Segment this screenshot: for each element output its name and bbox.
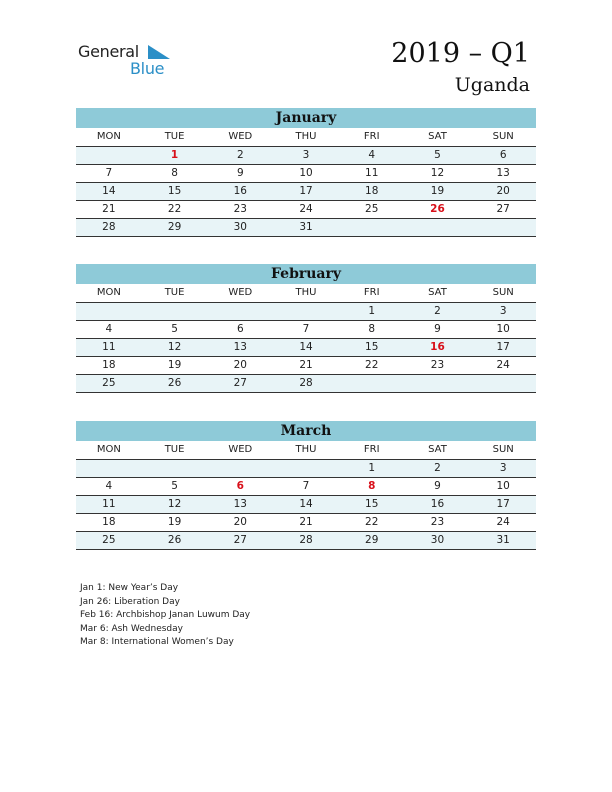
weekday-label: SUN — [492, 131, 514, 142]
weekday-label: SAT — [428, 287, 447, 298]
day-cell: 23 — [430, 516, 445, 528]
holiday-note: Feb 16: Archbishop Janan Luwum Day — [80, 610, 251, 621]
day-cell — [76, 147, 142, 164]
week-row — [76, 496, 536, 514]
week-row — [76, 183, 536, 201]
day-cell: 6 — [499, 149, 507, 161]
day-cell: 27 — [496, 203, 510, 215]
month-header: January — [76, 108, 536, 128]
day-cell: 26 — [430, 203, 445, 215]
weekday-label: WED — [228, 131, 253, 142]
day-cell: 8 — [171, 167, 178, 179]
day-cell: 7 — [302, 480, 310, 492]
weekday-label: FRI — [363, 131, 380, 142]
day-cell — [142, 460, 208, 477]
day-cell: 17 — [496, 341, 510, 353]
month-february — [76, 264, 536, 393]
day-cell: 3 — [302, 149, 310, 161]
day-cell: 12 — [167, 498, 182, 510]
day-cell: 9 — [434, 480, 441, 492]
week-row — [76, 460, 536, 478]
day-cell: 5 — [171, 323, 178, 335]
day-cell: 16 — [430, 498, 445, 510]
day-cell — [273, 460, 339, 477]
day-cell: 15 — [365, 498, 379, 510]
day-cell: 20 — [496, 185, 510, 197]
weekday-header-row — [76, 441, 536, 460]
holiday-note: Jan 1: New Year’s Day — [80, 583, 179, 593]
day-cell: 22 — [365, 359, 379, 371]
weekday-label: TUE — [164, 287, 185, 298]
day-cell: 23 — [233, 203, 247, 215]
day-cell: 24 — [496, 516, 510, 528]
day-cell: 25 — [102, 534, 116, 546]
day-cell: 9 — [434, 323, 441, 335]
weekday-label: THU — [295, 287, 317, 298]
week-row — [76, 201, 536, 219]
day-cell: 15 — [167, 185, 182, 197]
day-cell: 13 — [496, 167, 510, 179]
day-cell: 10 — [496, 480, 510, 492]
weekday-label: WED — [228, 444, 253, 455]
holiday-notes — [80, 582, 250, 650]
day-cell: 5 — [171, 480, 178, 492]
day-cell: 11 — [365, 167, 379, 179]
weekday-label: SAT — [428, 131, 447, 142]
month-header: February — [76, 264, 536, 284]
logo-blue: Blue — [130, 59, 165, 78]
day-cell: 2 — [434, 462, 441, 474]
week-row — [76, 375, 536, 393]
day-cell: 19 — [167, 516, 182, 528]
day-cell — [470, 219, 536, 236]
day-cell: 29 — [167, 221, 182, 233]
day-cell: 17 — [496, 498, 510, 510]
week-row — [76, 303, 536, 321]
day-cell: 18 — [365, 185, 379, 197]
day-cell: 5 — [434, 149, 441, 161]
weekday-label: SAT — [428, 444, 447, 455]
day-cell: 30 — [430, 534, 445, 546]
day-cell: 7 — [302, 323, 310, 335]
week-row — [76, 147, 536, 165]
day-cell — [207, 303, 273, 320]
day-cell: 18 — [102, 359, 116, 371]
holiday-note: Mar 6: Ash Wednesday — [80, 623, 183, 634]
logo-general: General — [78, 42, 139, 61]
weekday-label: WED — [228, 287, 253, 298]
day-cell: 4 — [105, 323, 113, 335]
month-january — [76, 108, 536, 237]
day-cell — [76, 303, 142, 320]
day-cell: 22 — [365, 516, 379, 528]
day-cell: 25 — [102, 377, 116, 389]
day-cell: 8 — [368, 480, 376, 492]
day-cell: 3 — [499, 305, 507, 317]
day-cell: 13 — [233, 341, 247, 353]
day-cell: 16 — [430, 341, 445, 353]
logo-triangle-icon — [148, 45, 170, 59]
day-cell: 11 — [102, 498, 116, 510]
day-cell: 6 — [236, 323, 244, 335]
day-cell: 1 — [368, 462, 376, 474]
weekday-header-row — [76, 128, 536, 147]
day-cell: 1 — [368, 305, 376, 317]
day-cell: 29 — [365, 534, 379, 546]
day-cell: 17 — [299, 185, 313, 197]
day-cell: 21 — [102, 203, 116, 215]
holiday-note: Jan 26: Liberation Day — [80, 596, 180, 607]
day-cell: 28 — [102, 221, 116, 233]
weekday-label: THU — [295, 131, 317, 142]
day-cell: 14 — [299, 341, 313, 353]
logo — [78, 42, 178, 82]
page-title: 2019 – Q1 — [391, 38, 530, 69]
day-cell: 7 — [105, 167, 113, 179]
day-cell: 28 — [299, 377, 313, 389]
week-row — [76, 357, 536, 375]
day-cell: 14 — [299, 498, 313, 510]
day-cell: 8 — [368, 323, 376, 335]
weekday-label: TUE — [164, 444, 185, 455]
weekday-label: FRI — [363, 444, 380, 455]
day-cell: 16 — [233, 185, 247, 197]
week-row — [76, 219, 536, 237]
day-cell — [273, 303, 339, 320]
day-cell: 14 — [102, 185, 116, 197]
day-cell: 11 — [102, 341, 116, 353]
day-cell: 23 — [430, 359, 445, 371]
day-cell: 15 — [365, 341, 379, 353]
weekday-label: SUN — [492, 287, 514, 298]
day-cell: 19 — [430, 185, 445, 197]
day-cell: 18 — [102, 516, 116, 528]
day-cell — [76, 460, 142, 477]
day-cell: 22 — [167, 203, 182, 215]
day-cell — [142, 303, 208, 320]
weekday-label: THU — [295, 444, 317, 455]
day-cell — [470, 375, 536, 392]
day-cell: 10 — [496, 323, 510, 335]
month-header: March — [76, 421, 536, 441]
week-row — [76, 532, 536, 550]
day-cell — [207, 460, 273, 477]
weekday-label: MON — [96, 131, 121, 142]
month-march — [76, 421, 536, 550]
day-cell: 9 — [236, 167, 244, 179]
weekday-label: MON — [96, 287, 121, 298]
week-row — [76, 478, 536, 496]
day-cell: 24 — [496, 359, 510, 371]
day-cell: 4 — [368, 149, 376, 161]
weekday-label: FRI — [363, 287, 380, 298]
weekday-header-row — [76, 284, 536, 303]
day-cell: 24 — [299, 203, 313, 215]
day-cell: 20 — [233, 359, 247, 371]
day-cell: 2 — [236, 149, 244, 161]
week-row — [76, 165, 536, 183]
day-cell: 31 — [299, 221, 313, 233]
weekday-label: MON — [96, 444, 121, 455]
day-cell: 31 — [496, 534, 510, 546]
week-row — [76, 321, 536, 339]
day-cell: 26 — [167, 377, 182, 389]
day-cell: 30 — [233, 221, 247, 233]
day-cell: 21 — [299, 359, 313, 371]
week-row — [76, 339, 536, 357]
week-row — [76, 514, 536, 532]
weekday-label: SUN — [492, 444, 514, 455]
day-cell: 12 — [167, 341, 182, 353]
day-cell: 6 — [236, 480, 244, 492]
day-cell: 10 — [299, 167, 313, 179]
day-cell: 21 — [299, 516, 313, 528]
day-cell — [339, 219, 405, 236]
day-cell: 28 — [299, 534, 313, 546]
country-name: Uganda — [454, 74, 530, 96]
day-cell: 3 — [499, 462, 507, 474]
day-cell — [405, 375, 471, 392]
day-cell: 27 — [233, 534, 247, 546]
day-cell: 12 — [430, 167, 445, 179]
day-cell: 26 — [167, 534, 182, 546]
day-cell: 20 — [233, 516, 247, 528]
day-cell: 27 — [233, 377, 247, 389]
day-cell — [405, 219, 471, 236]
day-cell: 25 — [365, 203, 379, 215]
day-cell: 19 — [167, 359, 182, 371]
holiday-note: Mar 8: International Women’s Day — [80, 637, 234, 648]
day-cell: 1 — [170, 149, 179, 161]
weekday-label: TUE — [164, 131, 185, 142]
day-cell: 2 — [434, 305, 441, 317]
day-cell — [339, 375, 405, 392]
day-cell: 4 — [105, 480, 113, 492]
day-cell: 13 — [233, 498, 247, 510]
